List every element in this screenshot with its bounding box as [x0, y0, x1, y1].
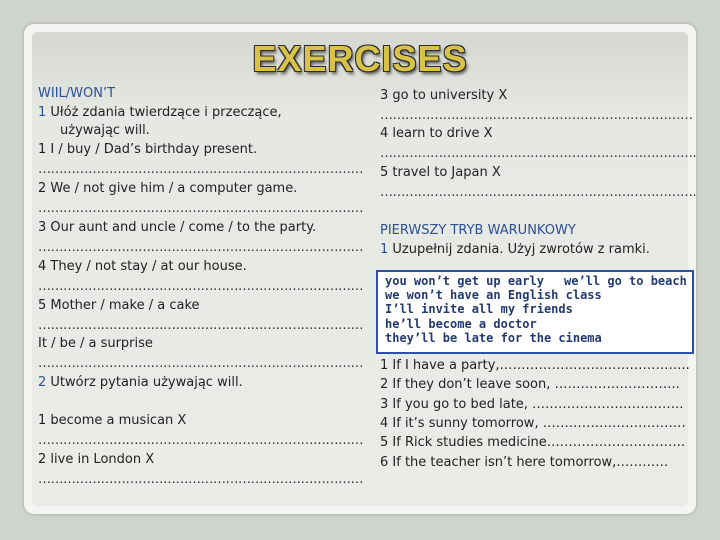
question-item-1: 1 become a musican X [38, 413, 187, 428]
question-item-4: 4 learn to drive X [380, 126, 493, 141]
task1-number: 1 [38, 105, 47, 120]
answer-line: …………………………………………………………………… [38, 356, 363, 371]
task1-instruction [38, 105, 282, 120]
task2-text: Utwórz pytania używając will. [46, 375, 243, 390]
conditional-instruction [380, 242, 650, 257]
answer-line: …………………………………………………………………. [380, 185, 697, 200]
question-item-5: 5 travel to Japan X [380, 165, 501, 180]
task1-text: Ułóż zdania twierdzące i przeczące, [46, 105, 282, 120]
exercise-item-3: 3 Our aunt and uncle / come / to the party. [38, 220, 317, 235]
conditional-item-4: 4 If it’s sunny tomorrow, …………………………… [380, 416, 686, 431]
task2-number: 2 [38, 375, 47, 390]
conditional-item-2: 2 If they don’t leave soon, ……………………….. [380, 377, 680, 392]
phrase-6: we’ll go to beach [564, 274, 687, 288]
exercise-item-1: 1 I / buy / Dad’s birthday present. [38, 142, 258, 157]
task1-instruction-cont: używając will. [60, 123, 150, 138]
conditional-item-1: 1 If I have a party,…………………………………….. [380, 358, 690, 373]
page-title: EXERCISES [252, 38, 468, 79]
phrase-4: he’ll become a doctor [385, 317, 537, 331]
answer-line: …………………………………………………………………… [38, 472, 363, 487]
question-item-3: 3 go to university X [380, 88, 508, 103]
exercise-item-6: It / be / a surprise [38, 336, 153, 351]
answer-line: …………………………………………………………………… [38, 201, 363, 216]
conditional-item-5: 5 If Rick studies medicine………………………….. [380, 435, 686, 450]
task2-instruction [38, 375, 243, 390]
answer-line: ………………………………………………………………… [380, 108, 693, 123]
conditional-item-3: 3 If you go to bed late, …………………………….. [380, 397, 684, 412]
section-heading-conditional: PIERWSZY TRYB WARUNKOWY [380, 223, 576, 238]
exercise-item-2: 2 We / not give him / a computer game. [38, 181, 298, 196]
answer-line: …………………………………………………………………… [38, 433, 363, 448]
phrase-1: you won’t get up early [385, 274, 544, 288]
conditional-task-number: 1 [380, 242, 389, 257]
exercise-item-5: 5 Mother / make / a cake [38, 298, 200, 313]
answer-line: …………………………………………………………………. [380, 146, 697, 161]
answer-line: …………………………………………………………………… [38, 318, 363, 333]
phrase-3: I’ll invite all my friends [385, 302, 573, 316]
phrase-2: we won’t have an English class [385, 288, 602, 302]
conditional-task-text: Uzupełnij zdania. Użyj zwrotów z ramki. [388, 242, 650, 257]
answer-line: …………………………………………………………………… [38, 279, 363, 294]
phrase-5: they’ll be late for the cinema [385, 331, 602, 345]
answer-line: …………………………………………………………………… [38, 240, 363, 255]
question-item-2: 2 live in London X [38, 452, 155, 467]
conditional-item-6: 6 If the teacher isn’t here tomorrow,………… [380, 455, 669, 470]
exercise-item-4: 4 They / not stay / at our house. [38, 259, 247, 274]
answer-line: …………………………………………………………………… [38, 162, 363, 177]
phrase-box [376, 270, 694, 354]
section-heading-will: WIIL/WON’T [38, 86, 116, 101]
